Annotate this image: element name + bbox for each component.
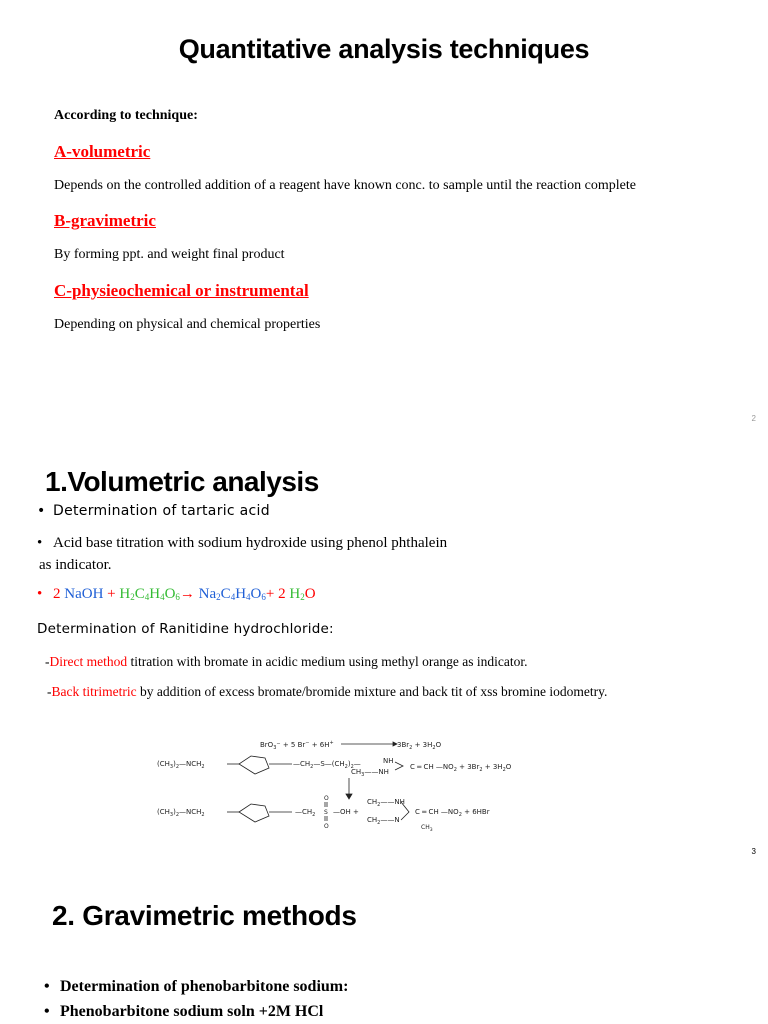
bullet-phenobarbitone-soln bbox=[44, 1003, 323, 1021]
eq-naoh: NaOH bbox=[64, 586, 104, 602]
reaction-equation bbox=[37, 586, 316, 603]
bullet-tartaric bbox=[37, 503, 270, 519]
page-number: 2 bbox=[751, 414, 756, 423]
eq-coef: 2 bbox=[53, 586, 65, 602]
scheme-thioether: $—CH_2—S—(CH_2)_2—$ bbox=[293, 760, 361, 770]
furan-ring-product-icon bbox=[239, 804, 269, 822]
bullet-dot-icon: • bbox=[44, 978, 50, 995]
technique-heading-instrumental: C-physieochemical or instrumental bbox=[54, 281, 309, 300]
bullet-acid-base bbox=[37, 535, 447, 552]
furan-ring-icon bbox=[239, 756, 269, 774]
technique-heading-gravimetric: B-gravimetric bbox=[54, 211, 156, 230]
bullet-dot-icon: • bbox=[37, 503, 46, 519]
scheme-dimethylamino: $(CH_3)_2—NCH_2$ bbox=[157, 760, 205, 770]
slide-volumetric bbox=[0, 440, 768, 860]
bullet-dot-icon: • bbox=[37, 535, 43, 551]
slide-title: 2. Gravimetric methods bbox=[52, 900, 357, 931]
ranitidine-reaction-scheme bbox=[155, 736, 565, 832]
scheme-bromate: BrO$_3$− + 5 Br− + 6H+ bbox=[260, 740, 334, 751]
scheme-ch3-product: $CH_3$ bbox=[421, 824, 433, 832]
scheme-ch2-n: $CH_2——N$ bbox=[367, 816, 400, 826]
back-titrimetric-text: by addition of excess bromate/bromide mixture and back tit of xss bromine iodometry. bbox=[136, 684, 608, 699]
scheme-bromine: $3Br_2 + 3H_2O$ bbox=[397, 741, 442, 751]
scheme-nitroethene: C ═ CH $—NO_2 + 3Br_2 + 3H_2O$ bbox=[410, 763, 512, 773]
bullet-dot-icon: • bbox=[44, 1003, 50, 1020]
scheme-oh: —OH + bbox=[333, 808, 359, 816]
slide-title: Quantitative analysis techniques bbox=[178, 34, 590, 64]
direct-method-label: Direct method bbox=[49, 654, 128, 669]
ranitidine-heading: Determination of Ranitidine hydrochloride: bbox=[37, 621, 334, 637]
scheme-ch2-nh: $CH_2——NH$ bbox=[367, 798, 405, 808]
technique-desc-instrumental: Depending on physical and chemical properties bbox=[54, 317, 321, 332]
scheme-nitro-product: C ═ CH $—NO_2 + 6HBr$ bbox=[415, 808, 490, 818]
slide-gravimetric bbox=[0, 860, 768, 1024]
scheme-dimethylamino-product: $(CH_3)_2—NCH_2$ bbox=[157, 808, 205, 818]
scheme-ch3: $CH_3——NH$ bbox=[351, 768, 389, 778]
direct-method-text: titration with bromate in acidic medium using methyl orange as indicator. bbox=[127, 654, 528, 669]
scheme-s: S bbox=[324, 809, 328, 816]
eq-sodium-tartrate: $Na_2C_4H_4O_6$ bbox=[198, 586, 266, 602]
scheme-arrowhead-down-icon bbox=[346, 794, 352, 799]
bullet-text: Acid base titration with sodium hydroxide using phenol phthalein bbox=[53, 535, 448, 551]
eq-water-o: O bbox=[304, 586, 316, 602]
technique-heading-volumetric: A-volumetric bbox=[54, 142, 151, 161]
page-number: 3 bbox=[751, 847, 756, 856]
eq-plus: + 2 bbox=[265, 586, 290, 602]
bullet-dot-icon: • bbox=[37, 586, 43, 602]
slide-techniques bbox=[0, 0, 768, 440]
bullet-text: Determination of phenobarbitone sodium: bbox=[60, 978, 349, 995]
bullet-phenobarbitone bbox=[44, 978, 348, 996]
scheme-amidine-bracket bbox=[395, 762, 403, 770]
technique-desc-gravimetric: By forming ppt. and weight final product bbox=[54, 247, 285, 262]
eq-arrow: → bbox=[179, 586, 199, 602]
scheme-sulfonic: $—CH_2$ bbox=[295, 808, 316, 818]
back-titrimetric-line: -Back titrimetric by addition of excess bromate/bromide mixture and back tit of xss bromine iodometry. bbox=[47, 684, 608, 699]
scheme-nh: NH bbox=[383, 757, 394, 765]
eq-tartaric-acid: $H_2C_4H_4O_6$ bbox=[119, 586, 180, 602]
slide-title: 1.Volumetric analysis bbox=[45, 466, 319, 497]
eq-plus: + bbox=[103, 586, 120, 602]
bullet-text: Determination of tartaric acid bbox=[53, 503, 270, 519]
scheme-o-bottom: O bbox=[324, 823, 329, 830]
scheme-o-top: O bbox=[324, 795, 329, 802]
eq-water: $H_2$ bbox=[289, 586, 305, 602]
back-titrimetric-label: Back titrimetric bbox=[51, 684, 137, 699]
intro-text: According to technique: bbox=[54, 108, 198, 123]
bullet-text: Phenobarbitone sodium soln +2M HCl bbox=[60, 1003, 324, 1020]
direct-method-line: -Direct method titration with bromate in acidic medium using methyl orange as indicator. bbox=[45, 654, 528, 669]
bullet-continuation: as indicator. bbox=[39, 557, 112, 573]
technique-desc-volumetric: Depends on the controlled addition of a reagent have known conc. to sample until the reaction complete bbox=[54, 178, 636, 193]
